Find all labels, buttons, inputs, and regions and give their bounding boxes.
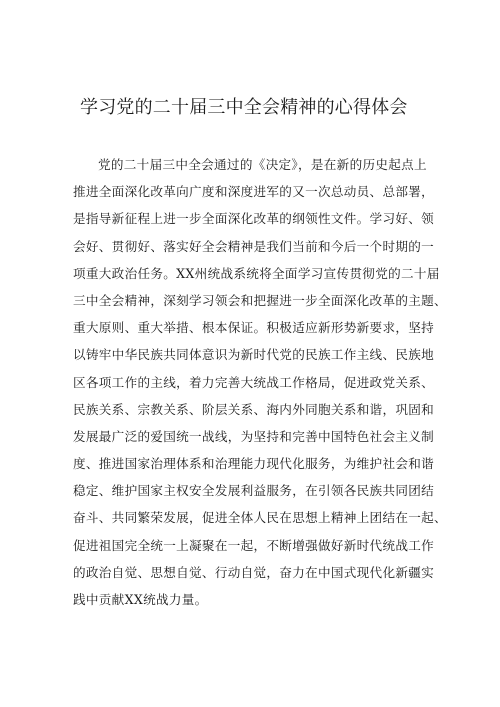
body-line: 党的二十届三中全会通过的《决定》，是在新的历史起点上 (98, 157, 427, 172)
document-body (73, 151, 447, 613)
body-line: 三中全会精神，深刻学习领会和把握进一步全面深化改革的主题、 (73, 292, 447, 308)
document-title: 学习党的二十届三中全会精神的心得体会 (80, 97, 408, 118)
body-line: 度、推进国家治理体系和治理能力现代化服务，为维护社会和谐 (73, 456, 435, 472)
body-line: 是指导新征程上进一步全面深化改革的纲领性文件。学习好、领 (73, 211, 435, 227)
body-line: 会好、贯彻好、落实好全会精神是我们当前和今后一个时期的一 (73, 238, 435, 254)
body-line: 以铸牢中华民族共同体意识为新时代党的民族工作主线、民族地 (73, 347, 435, 363)
body-line: 区各项工作的主线，着力完善大统战工作格局，促进政党关系、 (73, 374, 435, 390)
body-line: 奋斗、共同繁荣发展，促进全体人民在思想上精神上团结在一起、 (73, 510, 447, 526)
body-line: 推进全面深化改革向广度和深度进军的又一次总动员、总部署， (73, 184, 435, 200)
body-line: 促进祖国完全统一上凝聚在一起，不断增强做好新时代统战工作 (73, 537, 435, 553)
body-line: 重大原则、重大举措、根本保证。积极适应新形势新要求，坚持 (73, 320, 435, 336)
body-line: 民族关系、宗教关系、阶层关系、海内外同胞关系和谐，巩固和 (73, 401, 435, 417)
body-line: 项重大政治任务。XX州统战系统将全面学习宣传贯彻党的二十届 (73, 265, 440, 281)
body-line: 稳定、维护国家主权安全发展利益服务，在引领各民族共同团结 (73, 483, 435, 499)
body-line: 的政治自觉、思想自觉、行动自觉，奋力在中国式现代化新疆实 (73, 564, 435, 580)
body-line: 发展最广泛的爱国统一战线，为坚持和完善中国特色社会主义制 (73, 428, 435, 444)
body-line: 践中贡献XX统战力量。 (73, 592, 208, 607)
